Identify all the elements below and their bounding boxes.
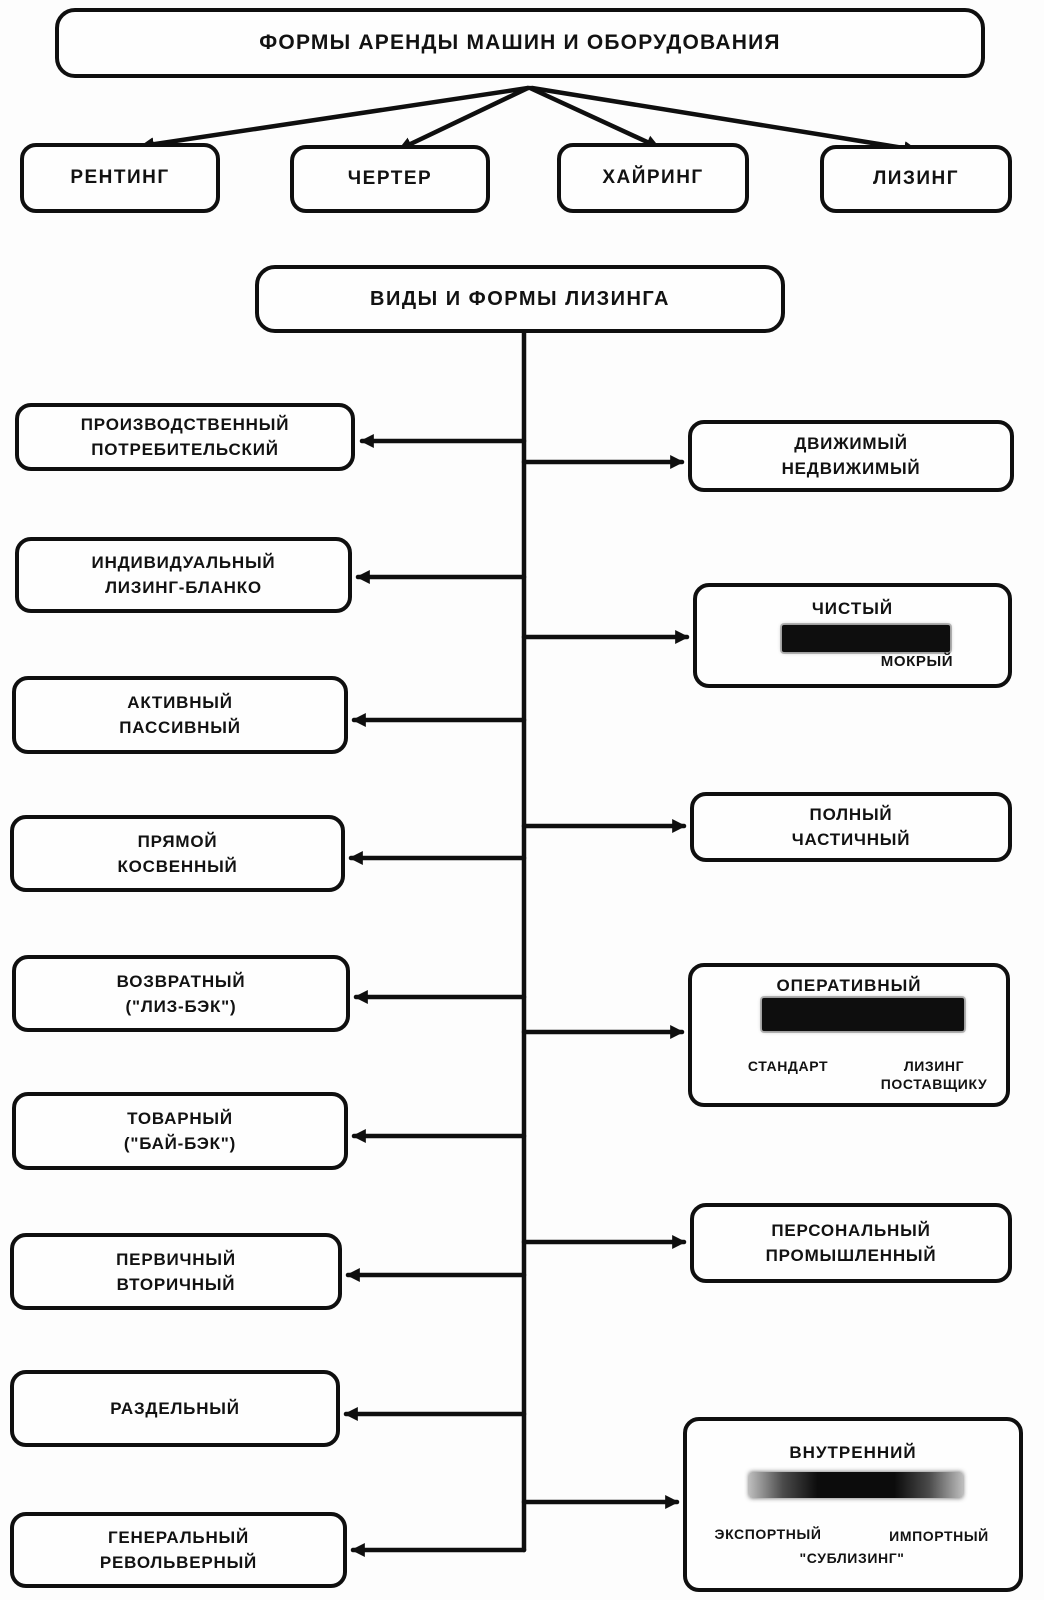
- left-box-buyback: [12, 1092, 348, 1170]
- right-box-movable: [688, 420, 1014, 492]
- left-box-separate: [10, 1370, 340, 1447]
- left-box-label: ВОЗВРАТНЫЙ: [116, 971, 246, 991]
- left-box-production: [15, 403, 355, 471]
- right-box-label: ПЕРСОНАЛЬНЫЙ: [771, 1221, 931, 1240]
- box-leasing: [820, 145, 1012, 213]
- left-box-label: ИНДИВИДУАЛЬНЫЙ: [91, 553, 276, 572]
- left-box-individual: [15, 537, 352, 613]
- left-box-label: ЛИЗИНГ-БЛАНКО: [105, 578, 262, 597]
- left-box-primary: [10, 1233, 342, 1310]
- supplier-leasing-line1: ЛИЗИНГ: [903, 1058, 965, 1074]
- left-box-label: ПЕРВИЧНЫЙ: [116, 1249, 236, 1269]
- left-box-label: АКТИВНЫЙ: [127, 693, 233, 712]
- left-box-label: ГЕНЕРАЛЬНЫЙ: [107, 1528, 249, 1547]
- right-box-internal: [683, 1417, 1023, 1592]
- left-box-general: [10, 1512, 347, 1588]
- box-charter: [290, 145, 490, 213]
- left-box-label: ("БАЙ-БЭК"): [123, 1134, 237, 1153]
- left-box-label: ПРОИЗВОДСТВЕННЫЙ: [80, 415, 290, 434]
- left-box-label: РЕВОЛЬВЕРНЫЙ: [99, 1553, 258, 1572]
- right-box-label: ЧАСТИЧНЫЙ: [791, 830, 911, 849]
- right-box-internal-title: ВНУТРЕННИЙ: [789, 1443, 917, 1462]
- left-box-label: ПОТРЕБИТЕЛЬСКИЙ: [91, 440, 279, 459]
- standard-label: СТАНДАРТ: [747, 1058, 829, 1074]
- left-box-label: ВТОРИЧНЫЙ: [116, 1274, 236, 1294]
- right-box-label: ДВИЖИМЫЙ: [794, 434, 908, 453]
- box-leasing-label: ЛИЗИНГ: [872, 168, 960, 189]
- supplier-leasing-label: [864, 1057, 1004, 1093]
- redacted-bar: [749, 1472, 963, 1498]
- main-title-box: [55, 8, 985, 78]
- left-box-active: [12, 676, 348, 754]
- import-label: ИМПОРТНЫЙ: [889, 1528, 989, 1544]
- left-box-label: ("ЛИЗ-БЭК"): [125, 996, 237, 1016]
- leasing-title-box: [255, 265, 785, 333]
- left-box-label: ПРЯМОЙ: [137, 831, 218, 851]
- right-box-operative-title: ОПЕРАТИВНЫЙ: [776, 976, 922, 995]
- box-renting-label: РЕНТИНГ: [70, 167, 170, 188]
- right-box-personal: [690, 1203, 1012, 1283]
- box-hiring: [557, 143, 749, 213]
- right-box-label: ПОЛНЫЙ: [809, 805, 893, 824]
- right-box-full: [690, 792, 1012, 862]
- left-box-direct: [10, 815, 345, 892]
- left-box-label: РАЗДЕЛЬНЫЙ: [110, 1399, 240, 1418]
- box-renting: [20, 143, 220, 213]
- header-fan-arrows: [142, 88, 916, 150]
- right-box-clean: [693, 583, 1012, 688]
- left-branch-arrows: [346, 441, 524, 1550]
- leasing-title: ВИДЫ И ФОРМЫ ЛИЗИНГА: [370, 287, 670, 310]
- left-box-label: КОСВЕННЫЙ: [117, 856, 238, 876]
- wet-label: МОКРЫЙ: [880, 653, 954, 670]
- box-charter-label: ЧЕРТЕР: [347, 168, 433, 189]
- subleasing-label: "СУБЛИЗИНГ": [799, 1550, 905, 1566]
- redacted-bar: [782, 625, 950, 652]
- right-box-label: НЕДВИЖИМЫЙ: [781, 459, 921, 478]
- export-label: ЭКСПОРТНЫЙ: [714, 1526, 822, 1542]
- box-hiring-label: ХАЙРИНГ: [602, 167, 704, 188]
- right-branch-arrows: [524, 462, 687, 1502]
- right-box-operative: [688, 963, 1010, 1107]
- supplier-leasing-line2: ПОСТАВЩИКУ: [880, 1076, 988, 1092]
- left-box-label: ТОВАРНЫЙ: [127, 1109, 233, 1128]
- left-box-leaseback: [12, 955, 350, 1032]
- main-title: ФОРМЫ АРЕНДЫ МАШИН И ОБОРУДОВАНИЯ: [259, 31, 781, 54]
- left-box-label: ПАССИВНЫЙ: [119, 718, 241, 737]
- right-box-label: ПРОМЫШЛЕННЫЙ: [765, 1246, 937, 1265]
- redacted-bar: [762, 998, 964, 1031]
- right-box-clean-title: ЧИСТЫЙ: [811, 599, 894, 618]
